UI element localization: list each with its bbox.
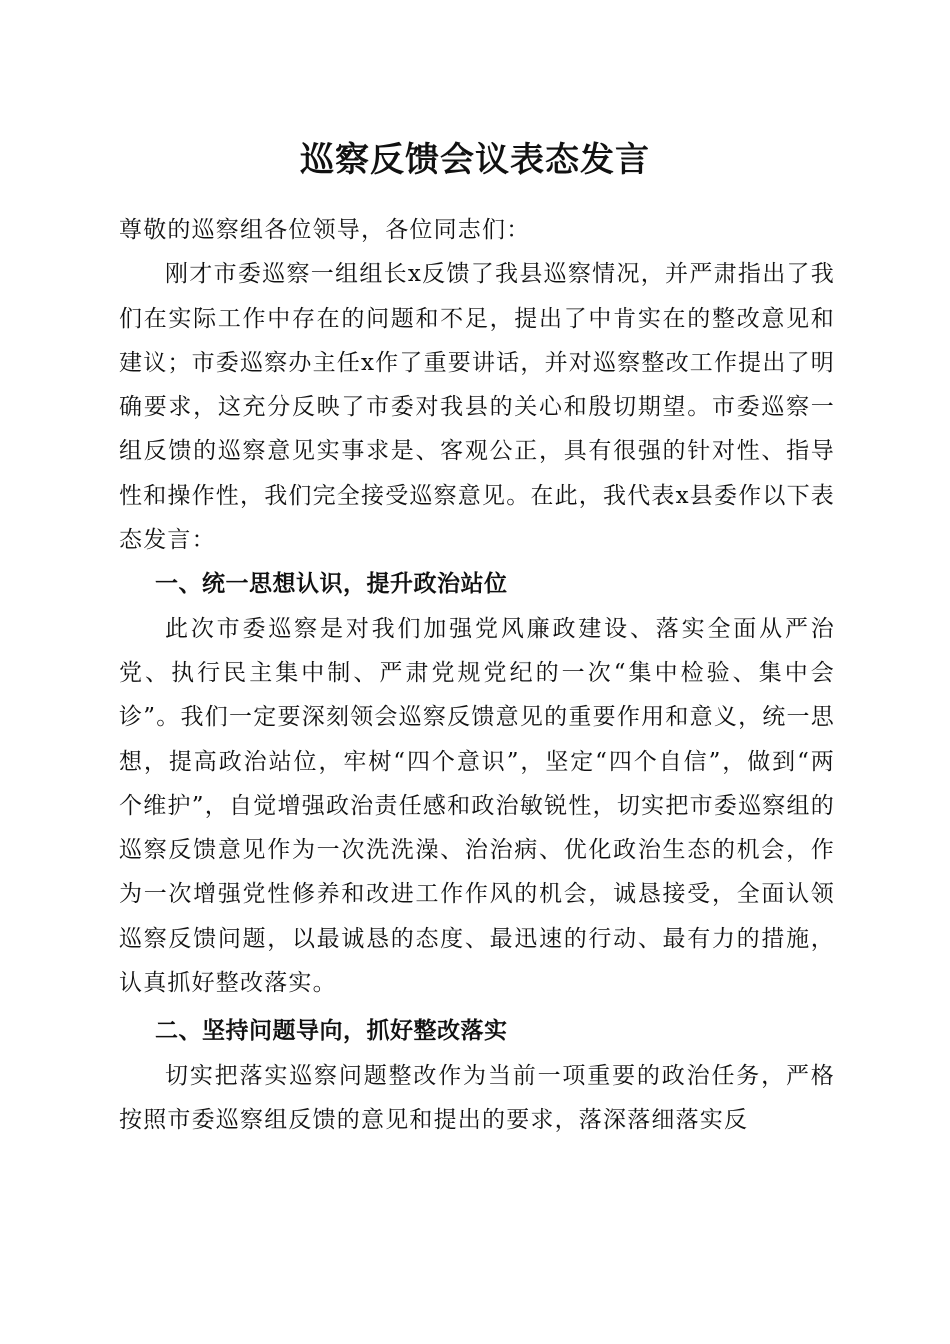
section-heading-1: 一、统一思想认识，提升政治站位 xyxy=(155,571,508,598)
section-2-paragraph: 切实把落实巡察问题整改作为当前一项重要的政治任务，严格按照市委巡察组反馈的意见和提出的要求，落深落细落实反 xyxy=(119,1062,835,1133)
section-heading-2: 二、坚持问题导向，抓好整改落实 xyxy=(155,1018,508,1045)
document-title: 巡察反馈会议表态发言 xyxy=(300,140,650,180)
section-1-paragraph: 此次市委巡察是对我们加强党风廉政建设、落实全面从严治党、执行民主集中制、严肃党规党纪的一次“集中检验、集中会诊”。我们一定要深刻领会巡察反馈意见的重要作用和意义，统一思想，提高政治站位，牢树“四个意识”，坚定“四个自信”，做到“两个维护”，自觉增强政治责任感和政治敏锐性，切实把市委巡察组的巡察反馈意见作为一次洗洗澡、治治病、优化政治生态的机会，作为一次增强党性修养和改进工作作风的机会，诚恳接受，全面认领巡察反馈问题，以最诚恳的态度、最迅速的行动、最有力的措施，认真抓好整改落实。 xyxy=(119,615,835,997)
document-body xyxy=(119,208,835,1142)
salutation: 尊敬的巡察组各位领导，各位同志们： xyxy=(119,217,531,243)
intro-paragraph: 刚才市委巡察一组组长x反馈了我县巡察情况，并严肃指出了我们在实际工作中存在的问题和不足，提出了中肯实在的整改意见和建议；市委巡察办主任x作了重要讲话，并对巡察整改工作提出了明确要求，这充分反映了市委对我县的关心和殷切期望。市委巡察一组反馈的巡察意见实事求是、客观公正，具有很强的针对性、指导性和操作性，我们完全接受巡察意见。在此，我代表x县委作以下表态发言： xyxy=(119,261,835,554)
